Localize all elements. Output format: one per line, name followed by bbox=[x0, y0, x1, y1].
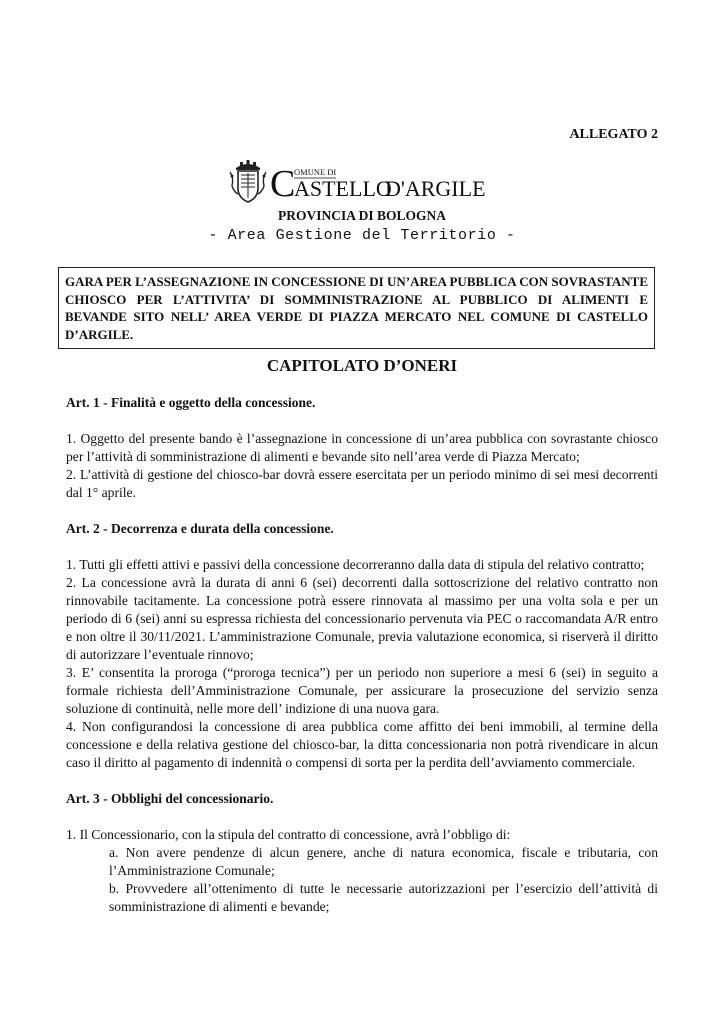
allegato-label: ALLEGATO 2 bbox=[569, 127, 658, 142]
art1-heading: Art. 1 - Finalità e oggetto della concessione. bbox=[66, 395, 316, 410]
art2-paragraph-3: 3. E’ consentita la proroga (“proroga tecnica”) per un periodo non superiore a mesi 6 (sei) in seguito a formale richiesta dell’Amministrazione Comunale, per assicurare la prosecuzione del servizio senza soluzione di continuità, nelle more dell’ indizione di una nuova gara. bbox=[66, 665, 658, 716]
coat-of-arms-icon bbox=[228, 158, 268, 204]
logo-omune-di: OMUNE DI bbox=[294, 167, 337, 177]
provincia-label: PROVINCIA DI BOLOGNA bbox=[277, 208, 447, 223]
logo-astello: ASTELLO bbox=[294, 176, 392, 201]
document-body bbox=[66, 394, 658, 916]
art3-item-a: a. Non avere pendenze di alcun genere, anche di natura economica, fiscale e tributaria, con l’Amministrazione Comunale; bbox=[109, 845, 658, 878]
art2-paragraph-1: 1. Tutti gli effetti attivi e passivi della concessione decorreranno dalla data di stipula del relativo contratto; bbox=[66, 557, 645, 572]
art2-paragraph-2: 2. La concessione avrà la durata di anni 6 (sei) decorrenti dalla sottoscrizione del relativo contratto non rinnovabile tacitamente. La concessione potrà essere rinnovata al massimo per una volta sola e per un periodo di 6 (sei) anni su espressa richiesta del concessionario pervenuta via PEC o raccomandata A/R entro e non oltre il 30/11/2021. L’amministrazione Comunale, previa valutazione economica, si riserverà il diritto di autorizzare l’eventuale rinnovo; bbox=[66, 575, 658, 662]
art1-paragraph-2: 2. L’attività di gestione del chiosco-bar dovrà essere esercitata per un periodo minimo di sei mesi decorrenti dal 1° aprile. bbox=[66, 467, 658, 500]
logo-dargile: D'ARGILE bbox=[385, 176, 486, 201]
comune-logo bbox=[228, 158, 508, 208]
art3-heading: Art. 3 - Obblighi del concessionario. bbox=[66, 791, 274, 806]
art3-paragraph-1: 1. Il Concessionario, con la stipula del contratto di concessione, avrà l’obbligo di: bbox=[66, 827, 511, 842]
capitolato-title: CAPITOLATO D’ONERI bbox=[266, 356, 458, 375]
area-label: - Area Gestione del Territorio - bbox=[208, 227, 516, 244]
gara-title-box: GARA PER L’ASSEGNAZIONE IN CONCESSIONE DI UN’AREA PUBBLICA CON SOVRASTANTE CHIOSCO PER L’ATTIVITA’ DI SOMMINISTRAZIONE AL PUBBLICO DI ALIMENTI E BEVANDE SITO NELL’ AREA VERDE DI PIAZZA MERCATO NEL COMUNE DI CASTELLO D’ARGILE. bbox=[58, 267, 655, 349]
art2-paragraph-4: 4. Non configurandosi la concessione di area pubblica come affitto dei beni immobili, al termine della concessione e della relativa gestione del chiosco-bar, la ditta concessionaria non potrà rivendicare in alcun caso il diritto al pagamento di indennità o compensi di sorta per la perdita dell’avviamento commerciale. bbox=[66, 719, 658, 770]
logo-wordmark bbox=[268, 158, 508, 208]
logo-c-letter: C bbox=[270, 163, 296, 205]
art2-heading: Art. 2 - Decorrenza e durata della concessione. bbox=[66, 521, 334, 536]
art1-paragraph-1: 1. Oggetto del presente bando è l’assegnazione in concessione di un’area pubblica con sovrastante chiosco per l’attività di somministrazione di alimenti e bevande sito nell’area verde di Piazza Mercato; bbox=[66, 431, 658, 464]
art3-item-b: b. Provvedere all’ottenimento di tutte le necessarie autorizzazioni per l’esercizio dell’attività di somministrazione di alimenti e bevande; bbox=[109, 881, 658, 914]
